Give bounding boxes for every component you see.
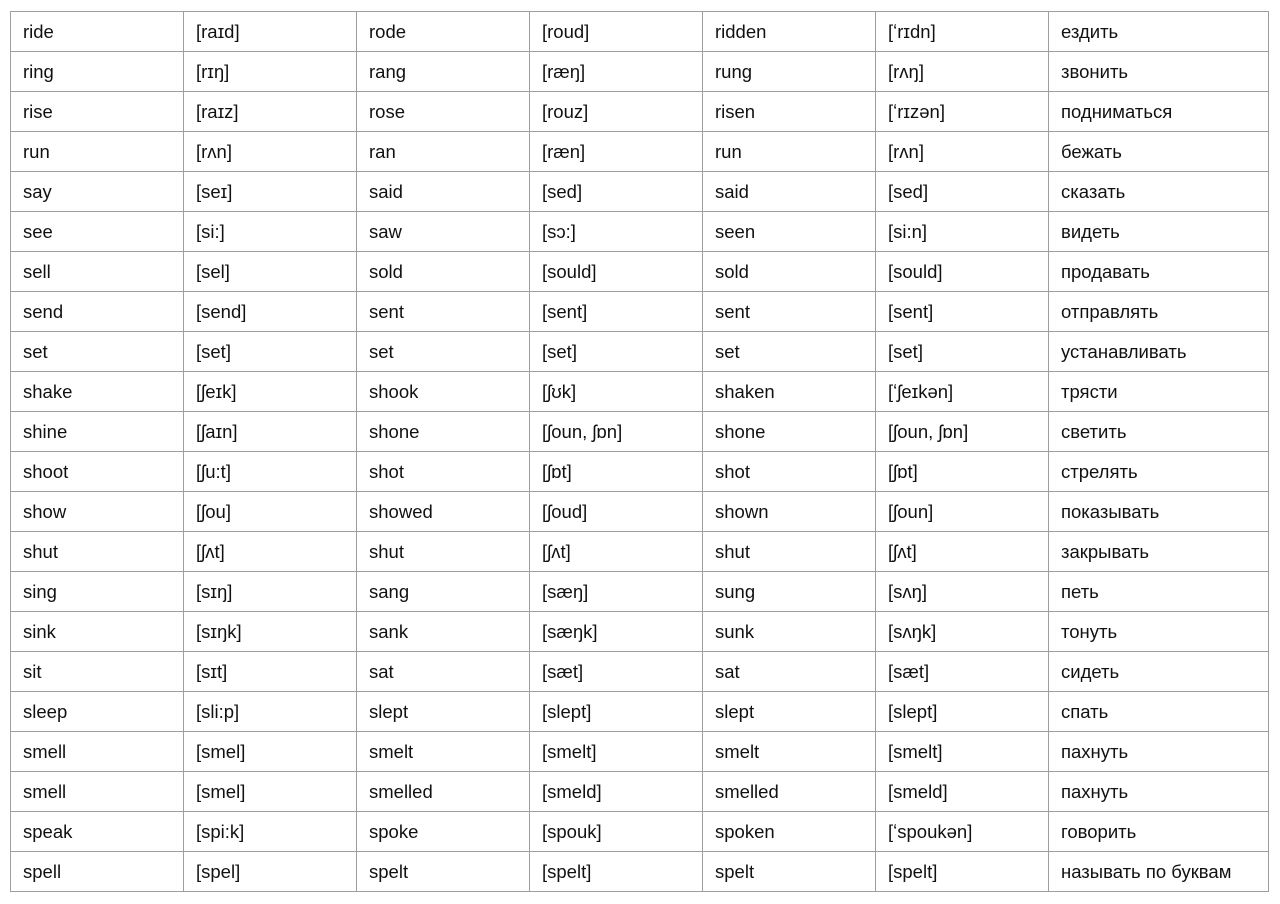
base-transcription-cell: [sli:p] <box>184 692 357 732</box>
base-form-cell: shake <box>11 372 184 412</box>
base-transcription-cell: [rɪŋ] <box>184 52 357 92</box>
translation-cell: устанавливать <box>1049 332 1269 372</box>
base-transcription-cell: [sel] <box>184 252 357 292</box>
table-row <box>11 612 1269 652</box>
translation-cell: отправлять <box>1049 292 1269 332</box>
translation-cell: тонуть <box>1049 612 1269 652</box>
past-simple-cell: shone <box>357 412 530 452</box>
past-simple-transcription-cell: [slept] <box>530 692 703 732</box>
table-row <box>11 172 1269 212</box>
translation-cell: называть по буквам <box>1049 852 1269 892</box>
base-form-cell: speak <box>11 812 184 852</box>
past-participle-cell: said <box>703 172 876 212</box>
base-form-cell: smell <box>11 772 184 812</box>
past-participle-cell: ridden <box>703 12 876 52</box>
past-participle-cell: shut <box>703 532 876 572</box>
past-simple-cell: rose <box>357 92 530 132</box>
base-transcription-cell: [spi:k] <box>184 812 357 852</box>
base-form-cell: send <box>11 292 184 332</box>
past-simple-transcription-cell: [spelt] <box>530 852 703 892</box>
base-form-cell: spell <box>11 852 184 892</box>
past-simple-cell: sold <box>357 252 530 292</box>
past-simple-transcription-cell: [sɔ:] <box>530 212 703 252</box>
base-form-cell: see <box>11 212 184 252</box>
table-row <box>11 292 1269 332</box>
base-transcription-cell: [ʃʌt] <box>184 532 357 572</box>
table-row <box>11 852 1269 892</box>
irregular-verbs-table <box>10 11 1269 892</box>
past-participle-transcription-cell: [rʌn] <box>876 132 1049 172</box>
base-form-cell: rise <box>11 92 184 132</box>
past-participle-transcription-cell: [ʃʌt] <box>876 532 1049 572</box>
base-transcription-cell: [sɪt] <box>184 652 357 692</box>
past-simple-cell: sank <box>357 612 530 652</box>
translation-cell: стрелять <box>1049 452 1269 492</box>
translation-cell: звонить <box>1049 52 1269 92</box>
translation-cell: сказать <box>1049 172 1269 212</box>
past-simple-transcription-cell: [sent] <box>530 292 703 332</box>
base-transcription-cell: [ʃaɪn] <box>184 412 357 452</box>
past-simple-cell: shut <box>357 532 530 572</box>
translation-cell: показывать <box>1049 492 1269 532</box>
past-simple-cell: sang <box>357 572 530 612</box>
past-participle-transcription-cell: [sent] <box>876 292 1049 332</box>
past-simple-transcription-cell: [ʃoun, ʃɒn] <box>530 412 703 452</box>
base-transcription-cell: [ʃou] <box>184 492 357 532</box>
past-simple-cell: set <box>357 332 530 372</box>
past-simple-cell: rode <box>357 12 530 52</box>
past-simple-transcription-cell: [set] <box>530 332 703 372</box>
past-participle-cell: smelt <box>703 732 876 772</box>
base-form-cell: set <box>11 332 184 372</box>
table-row <box>11 412 1269 452</box>
past-participle-cell: shot <box>703 452 876 492</box>
table-row <box>11 492 1269 532</box>
past-participle-cell: smelled <box>703 772 876 812</box>
past-participle-cell: spoken <box>703 812 876 852</box>
translation-cell: говорить <box>1049 812 1269 852</box>
past-participle-transcription-cell: [smelt] <box>876 732 1049 772</box>
past-participle-transcription-cell: [si:n] <box>876 212 1049 252</box>
base-form-cell: sing <box>11 572 184 612</box>
past-simple-cell: shot <box>357 452 530 492</box>
translation-cell: сидеть <box>1049 652 1269 692</box>
past-simple-cell: saw <box>357 212 530 252</box>
past-participle-transcription-cell: [ʻʃeɪkən] <box>876 372 1049 412</box>
base-form-cell: shine <box>11 412 184 452</box>
past-participle-transcription-cell: [ʻrɪdn] <box>876 12 1049 52</box>
past-simple-cell: smelled <box>357 772 530 812</box>
past-participle-transcription-cell: [sed] <box>876 172 1049 212</box>
base-transcription-cell: [sɪŋk] <box>184 612 357 652</box>
past-simple-transcription-cell: [sæt] <box>530 652 703 692</box>
base-form-cell: show <box>11 492 184 532</box>
base-transcription-cell: [spel] <box>184 852 357 892</box>
past-participle-transcription-cell: [rʌŋ] <box>876 52 1049 92</box>
base-transcription-cell: [seɪ] <box>184 172 357 212</box>
table-body <box>11 12 1269 892</box>
table-row <box>11 132 1269 172</box>
past-simple-cell: showed <box>357 492 530 532</box>
past-participle-transcription-cell: [ʻrɪzən] <box>876 92 1049 132</box>
base-transcription-cell: [sɪŋ] <box>184 572 357 612</box>
translation-cell: пахнуть <box>1049 772 1269 812</box>
past-participle-transcription-cell: [slept] <box>876 692 1049 732</box>
past-simple-cell: spoke <box>357 812 530 852</box>
past-participle-transcription-cell: [set] <box>876 332 1049 372</box>
past-participle-cell: risen <box>703 92 876 132</box>
past-simple-transcription-cell: [rouz] <box>530 92 703 132</box>
past-participle-cell: shone <box>703 412 876 452</box>
base-form-cell: sit <box>11 652 184 692</box>
base-transcription-cell: [rʌn] <box>184 132 357 172</box>
past-participle-transcription-cell: [spelt] <box>876 852 1049 892</box>
base-form-cell: say <box>11 172 184 212</box>
past-participle-cell: set <box>703 332 876 372</box>
base-transcription-cell: [raɪd] <box>184 12 357 52</box>
base-form-cell: sleep <box>11 692 184 732</box>
translation-cell: петь <box>1049 572 1269 612</box>
table-row <box>11 92 1269 132</box>
past-simple-cell: spelt <box>357 852 530 892</box>
past-simple-cell: smelt <box>357 732 530 772</box>
base-transcription-cell: [send] <box>184 292 357 332</box>
table-row <box>11 772 1269 812</box>
past-participle-cell: sold <box>703 252 876 292</box>
past-simple-transcription-cell: [sæŋ] <box>530 572 703 612</box>
base-transcription-cell: [smel] <box>184 732 357 772</box>
past-simple-transcription-cell: [sæŋk] <box>530 612 703 652</box>
table-row <box>11 452 1269 492</box>
translation-cell: бежать <box>1049 132 1269 172</box>
base-form-cell: sink <box>11 612 184 652</box>
table-row <box>11 572 1269 612</box>
past-participle-transcription-cell: [sæt] <box>876 652 1049 692</box>
past-participle-transcription-cell: [ʻspoukən] <box>876 812 1049 852</box>
past-simple-transcription-cell: [ʃʌt] <box>530 532 703 572</box>
past-simple-cell: sat <box>357 652 530 692</box>
past-simple-cell: shook <box>357 372 530 412</box>
table-row <box>11 52 1269 92</box>
base-form-cell: shut <box>11 532 184 572</box>
past-participle-cell: spelt <box>703 852 876 892</box>
base-form-cell: ring <box>11 52 184 92</box>
past-participle-transcription-cell: [ʃɒt] <box>876 452 1049 492</box>
translation-cell: видеть <box>1049 212 1269 252</box>
past-simple-transcription-cell: [sould] <box>530 252 703 292</box>
past-participle-transcription-cell: [sʌŋ] <box>876 572 1049 612</box>
table-row <box>11 692 1269 732</box>
past-simple-cell: rang <box>357 52 530 92</box>
past-participle-cell: shaken <box>703 372 876 412</box>
past-participle-transcription-cell: [sould] <box>876 252 1049 292</box>
translation-cell: подниматься <box>1049 92 1269 132</box>
past-participle-transcription-cell: [sʌŋk] <box>876 612 1049 652</box>
past-simple-transcription-cell: [ʃʊk] <box>530 372 703 412</box>
past-participle-cell: rung <box>703 52 876 92</box>
past-simple-transcription-cell: [ʃoud] <box>530 492 703 532</box>
translation-cell: ездить <box>1049 12 1269 52</box>
past-participle-cell: shown <box>703 492 876 532</box>
past-simple-transcription-cell: [roud] <box>530 12 703 52</box>
past-participle-transcription-cell: [smeld] <box>876 772 1049 812</box>
past-participle-transcription-cell: [ʃoun] <box>876 492 1049 532</box>
past-participle-cell: sent <box>703 292 876 332</box>
table-row <box>11 332 1269 372</box>
past-simple-transcription-cell: [ʃɒt] <box>530 452 703 492</box>
past-simple-transcription-cell: [smeld] <box>530 772 703 812</box>
table-row <box>11 372 1269 412</box>
past-simple-transcription-cell: [ræŋ] <box>530 52 703 92</box>
base-form-cell: run <box>11 132 184 172</box>
base-form-cell: sell <box>11 252 184 292</box>
translation-cell: продавать <box>1049 252 1269 292</box>
past-participle-cell: slept <box>703 692 876 732</box>
past-participle-cell: sat <box>703 652 876 692</box>
table-row <box>11 812 1269 852</box>
past-participle-cell: seen <box>703 212 876 252</box>
past-participle-cell: run <box>703 132 876 172</box>
base-form-cell: smell <box>11 732 184 772</box>
past-participle-cell: sunk <box>703 612 876 652</box>
past-participle-cell: sung <box>703 572 876 612</box>
translation-cell: светить <box>1049 412 1269 452</box>
table-row <box>11 532 1269 572</box>
translation-cell: пахнуть <box>1049 732 1269 772</box>
table-row <box>11 732 1269 772</box>
past-simple-transcription-cell: [ræn] <box>530 132 703 172</box>
base-transcription-cell: [ʃu:t] <box>184 452 357 492</box>
past-participle-transcription-cell: [ʃoun, ʃɒn] <box>876 412 1049 452</box>
past-simple-cell: slept <box>357 692 530 732</box>
table-row <box>11 212 1269 252</box>
base-transcription-cell: [smel] <box>184 772 357 812</box>
base-transcription-cell: [set] <box>184 332 357 372</box>
base-transcription-cell: [raɪz] <box>184 92 357 132</box>
past-simple-transcription-cell: [smelt] <box>530 732 703 772</box>
table-row <box>11 12 1269 52</box>
past-simple-cell: ran <box>357 132 530 172</box>
translation-cell: трясти <box>1049 372 1269 412</box>
past-simple-transcription-cell: [spouk] <box>530 812 703 852</box>
base-form-cell: shoot <box>11 452 184 492</box>
base-transcription-cell: [ʃeɪk] <box>184 372 357 412</box>
table-row <box>11 652 1269 692</box>
translation-cell: спать <box>1049 692 1269 732</box>
base-transcription-cell: [si:] <box>184 212 357 252</box>
table-row <box>11 252 1269 292</box>
translation-cell: закрывать <box>1049 532 1269 572</box>
past-simple-cell: said <box>357 172 530 212</box>
past-simple-cell: sent <box>357 292 530 332</box>
base-form-cell: ride <box>11 12 184 52</box>
past-simple-transcription-cell: [sed] <box>530 172 703 212</box>
